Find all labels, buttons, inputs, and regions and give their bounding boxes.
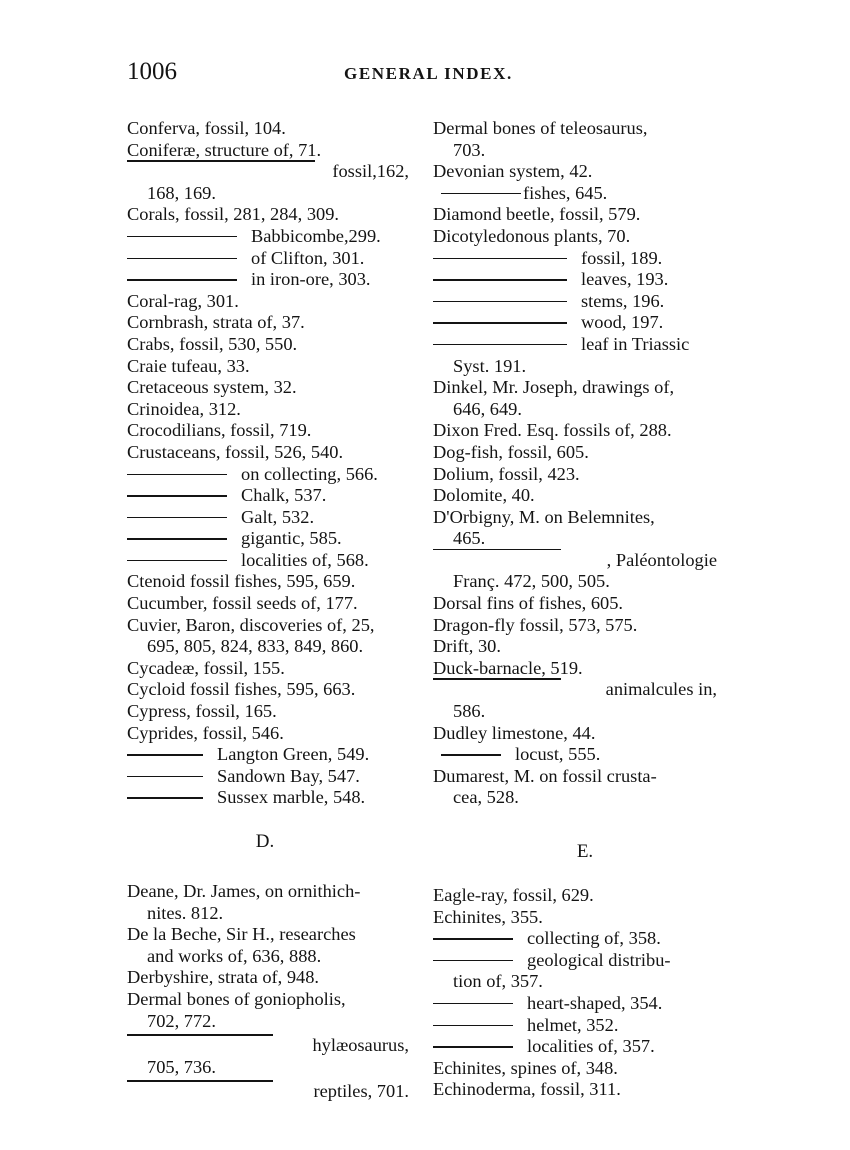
index-entry-sub: helmet, 352. <box>433 1015 717 1037</box>
ditto-rule <box>433 1003 513 1004</box>
index-entry-sub: Sussex marble, 548. <box>127 787 409 809</box>
index-entry: Dinkel, Mr. Joseph, drawings of, <box>433 377 675 398</box>
index-entry-continuation: tion of, 357. <box>453 971 543 992</box>
index-entry: Duck-barnacle, 519. <box>433 657 583 678</box>
ditto-rule <box>433 258 567 259</box>
section-letter-e: E. <box>576 841 594 862</box>
ditto-rule <box>127 474 227 475</box>
index-entry-continuation: Syst. 191. <box>453 355 527 376</box>
index-entry: Deane, Dr. James, on ornithich- <box>127 881 361 901</box>
ditto-rule <box>441 754 501 755</box>
page-number: 1006 <box>127 58 177 85</box>
index-entry: Dragon-fly fossil, 573, 575. <box>433 614 638 635</box>
ditto-rule <box>127 279 237 280</box>
ditto-rule <box>127 1080 273 1081</box>
ditto-rule <box>127 754 203 755</box>
index-entry-sub: Babbicombe,299. <box>127 226 409 248</box>
index-entry: Diamond beetle, fossil, 579. <box>433 204 641 225</box>
index-entry-continuation: cea, 528. <box>453 787 519 808</box>
ditto-rule <box>127 517 227 518</box>
index-entry-continuation: 465. <box>453 528 486 549</box>
index-entry: Dixon Fred. Esq. fossils of, 288. <box>433 420 672 441</box>
index-entry: Crabs, fossil, 530, 550. <box>127 333 298 354</box>
index-entry-continuation: 703. <box>453 139 486 160</box>
index-entry: Crocodilians, fossil, 719. <box>127 420 312 441</box>
index-entry-sub: Chalk, 537. <box>127 485 409 507</box>
ditto-rule <box>127 258 237 259</box>
index-entry-continuation: 695, 805, 824, 833, 849, 860. <box>147 636 364 657</box>
index-entry: Derbyshire, strata of, 948. <box>127 967 320 988</box>
ditto-rule <box>433 344 567 345</box>
index-entry-sub: Langton Green, 549. <box>127 744 409 766</box>
ditto-rule <box>127 495 227 496</box>
left-column <box>127 118 409 1103</box>
ditto-rule <box>433 678 561 679</box>
ditto-rule <box>433 322 567 323</box>
index-entry-continuation: 168, 169. <box>147 182 216 203</box>
index-entry: Dolomite, 40. <box>433 485 535 506</box>
ditto-rule <box>441 193 521 194</box>
index-entry: Cucumber, fossil seeds of, 177. <box>127 593 358 614</box>
index-entry-sub: Galt, 532. <box>127 507 409 529</box>
index-entry-sub: fossil, 189. <box>433 248 717 270</box>
right-column <box>433 118 717 1101</box>
index-entry-sub: heart-shaped, 354. <box>433 993 717 1015</box>
ditto-rule <box>433 1025 513 1026</box>
index-entry-sub: gigantic, 585. <box>127 528 409 550</box>
ditto-rule <box>433 1046 513 1047</box>
ditto-rule <box>127 560 227 561</box>
index-entry-sub: fossil,162, <box>127 161 409 183</box>
index-entry-continuation: 702, 772. <box>147 1010 216 1031</box>
index-entry: Crustaceans, fossil, 526, 540. <box>127 441 344 462</box>
index-entry: Dicotyledonous plants, 70. <box>433 225 631 246</box>
index-entry: Echinites, spines of, 348. <box>433 1057 618 1078</box>
index-entry-continuation: 646, 649. <box>453 398 522 419</box>
ditto-rule <box>433 279 567 280</box>
index-entry: Dermal bones of goniopholis, <box>127 988 346 1009</box>
index-entry-continuation: nites. 812. <box>147 902 224 923</box>
index-entry-sub: wood, 197. <box>433 312 717 334</box>
index-entry-sub: localities of, 357. <box>433 1036 717 1058</box>
index-entry: Dorsal fins of fishes, 605. <box>433 593 624 614</box>
page-header <box>127 58 717 94</box>
index-entry-sub: Sandown Bay, 547. <box>127 766 409 788</box>
index-entry-sub: , Paléontologie <box>433 550 717 572</box>
index-entry: Cretaceous system, 32. <box>127 377 297 398</box>
index-entry: Coral-rag, 301. <box>127 290 239 311</box>
index-entry: Devonian system, 42. <box>433 161 593 182</box>
index-entry-sub: stems, 196. <box>433 291 717 313</box>
ditto-rule <box>127 160 315 161</box>
index-entry: Crinoidea, 312. <box>127 398 241 419</box>
index-entry: Dudley limestone, 44. <box>433 722 596 743</box>
index-entry-sub: leaf in Triassic <box>433 334 717 356</box>
index-entry: Dolium, fossil, 423. <box>433 463 580 484</box>
index-entry: Dumarest, M. on fossil crusta- <box>433 765 657 786</box>
index-entry-continuation: and works of, 636, 888. <box>147 945 322 966</box>
index-entry-sub: fishes, 645. <box>433 183 717 205</box>
index-entry-sub: locust, 555. <box>433 744 717 766</box>
index-entry: D'Orbigny, M. on Belemnites, <box>433 506 655 527</box>
index-entry-continuation: Franç. 472, 500, 505. <box>453 571 610 592</box>
ditto-rule <box>127 776 203 777</box>
index-entry-sub: in iron-ore, 303. <box>127 269 409 291</box>
index-entry-sub: on collecting, 566. <box>127 464 409 486</box>
index-entry: Cycloid fossil fishes, 595, 663. <box>127 679 356 700</box>
ditto-rule <box>127 797 203 798</box>
ditto-rule <box>433 938 513 939</box>
index-entry: Echinoderma, fossil, 311. <box>433 1079 621 1100</box>
index-entry: Cycadeæ, fossil, 155. <box>127 657 285 678</box>
index-entry: Craie tufeau, 33. <box>127 355 250 376</box>
index-entry-continuation: 705, 736. <box>147 1056 216 1077</box>
index-entry: Cuvier, Baron, discoveries of, 25, <box>127 614 375 635</box>
index-entry: Cypress, fossil, 165. <box>127 701 277 722</box>
ditto-rule <box>433 301 567 302</box>
index-entry-sub: geological distribu- <box>433 950 717 972</box>
ditto-rule <box>127 236 237 237</box>
index-entry: Drift, 30. <box>433 636 501 657</box>
index-entry: Eagle-ray, fossil, 629. <box>433 885 594 905</box>
ditto-rule <box>127 538 227 539</box>
ditto-rule <box>127 1034 273 1035</box>
index-entry-sub: leaves, 193. <box>433 269 717 291</box>
index-entry: Coniferæ, structure of, 71. <box>127 139 322 160</box>
ditto-rule <box>433 549 561 550</box>
index-entry: Dermal bones of teleosaurus, <box>433 118 648 138</box>
index-entry-continuation: 586. <box>453 701 486 722</box>
index-entry: Cornbrash, strata of, 37. <box>127 312 305 333</box>
index-entry-sub: hylæosaurus, <box>127 1035 409 1057</box>
index-entry-sub: of Clifton, 301. <box>127 248 409 270</box>
index-entry-sub: collecting of, 358. <box>433 928 717 950</box>
index-entry-sub: animalcules in, <box>433 679 717 701</box>
running-head: GENERAL INDEX. <box>344 64 513 83</box>
index-entry: Corals, fossil, 281, 284, 309. <box>127 204 340 225</box>
index-entry: De la Beche, Sir H., researches <box>127 924 356 945</box>
index-entry: Conferva, fossil, 104. <box>127 118 286 138</box>
index-entry: Echinites, 355. <box>433 906 543 927</box>
section-letter-d: D. <box>255 831 275 852</box>
index-entry: Ctenoid fossil fishes, 595, 659. <box>127 571 356 592</box>
index-entry: Cyprides, fossil, 546. <box>127 722 284 743</box>
index-entry-sub: reptiles, 701. <box>127 1081 409 1103</box>
ditto-rule <box>433 960 513 961</box>
index-entry: Dog-fish, fossil, 605. <box>433 441 589 462</box>
index-entry-sub: localities of, 568. <box>127 550 409 572</box>
